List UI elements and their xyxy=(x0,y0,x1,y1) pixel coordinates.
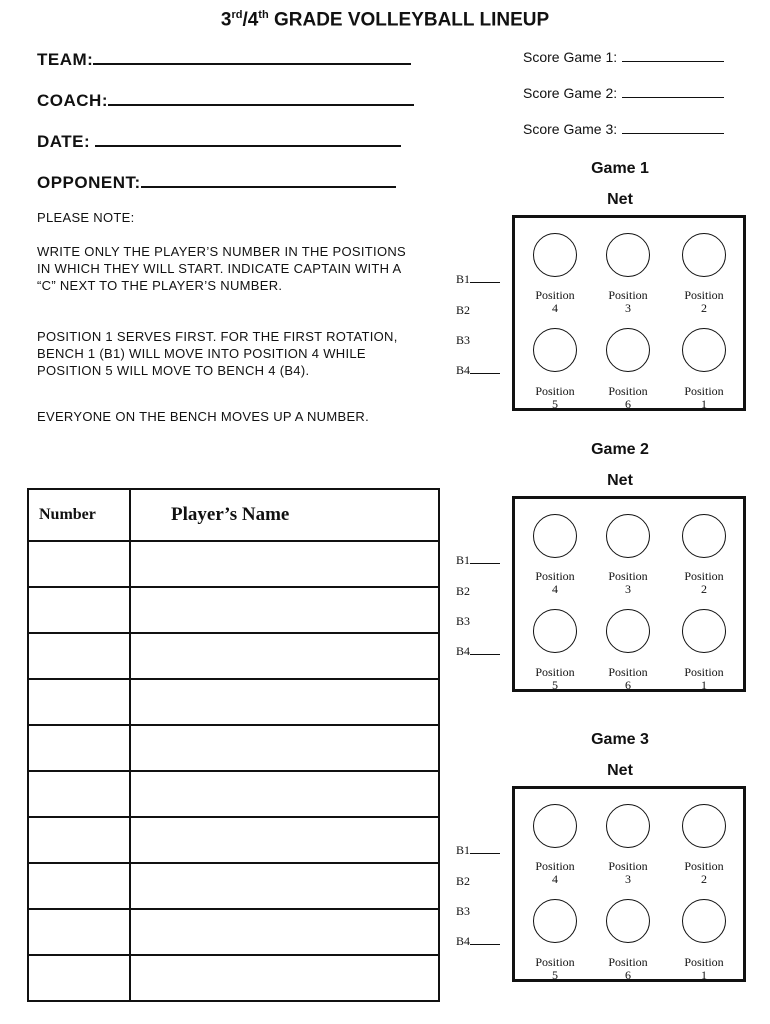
roster-row xyxy=(28,679,439,725)
player-name-cell[interactable] xyxy=(130,863,439,909)
position-word: Position xyxy=(608,384,648,398)
game-2-net-label: Net xyxy=(607,472,633,489)
score-game-2[interactable]: Score Game 2: xyxy=(523,85,724,101)
position-label xyxy=(525,385,585,411)
bench-slot-b4[interactable] xyxy=(456,934,500,949)
position-circle[interactable] xyxy=(682,514,726,558)
bench-write-line[interactable] xyxy=(470,944,500,945)
position-circle[interactable] xyxy=(682,804,726,848)
position-number: 4 xyxy=(552,301,558,315)
player-name-cell[interactable] xyxy=(130,909,439,955)
roster-table xyxy=(27,488,440,1002)
player-name-cell[interactable] xyxy=(130,633,439,679)
position-number: 3 xyxy=(625,872,631,886)
player-name-cell[interactable] xyxy=(130,817,439,863)
position-label xyxy=(598,570,658,596)
bench-label: B4 xyxy=(456,934,471,948)
position-number: 6 xyxy=(625,397,631,411)
bench-label: B3 xyxy=(456,614,471,628)
bench-label: B2 xyxy=(456,584,471,598)
player-name-cell[interactable] xyxy=(130,541,439,587)
position-label xyxy=(598,956,658,982)
game-1-title: Game 1 xyxy=(591,160,649,177)
position-label xyxy=(598,289,658,315)
team-field[interactable]: TEAM: xyxy=(37,49,411,70)
bench-slot-b1[interactable] xyxy=(456,272,500,287)
position-circle[interactable] xyxy=(606,514,650,558)
player-number-cell[interactable] xyxy=(28,817,130,863)
position-number: 5 xyxy=(552,678,558,692)
roster-row xyxy=(28,725,439,771)
bench-write-line[interactable] xyxy=(470,563,500,564)
position-circle[interactable] xyxy=(682,899,726,943)
player-name-cell[interactable] xyxy=(130,955,439,1001)
position-word: Position xyxy=(608,665,648,679)
position-word: Position xyxy=(608,288,648,302)
bench-label: B4 xyxy=(456,644,471,658)
position-label xyxy=(598,385,658,411)
bench-slot-b2 xyxy=(456,874,470,889)
bench-label: B3 xyxy=(456,904,471,918)
player-number-cell[interactable] xyxy=(28,771,130,817)
bench-write-line[interactable] xyxy=(470,282,500,283)
position-word: Position xyxy=(535,859,575,873)
position-circle[interactable] xyxy=(606,899,650,943)
roster-row xyxy=(28,863,439,909)
player-number-cell[interactable] xyxy=(28,633,130,679)
bench-slot-b4[interactable] xyxy=(456,363,500,378)
position-number: 2 xyxy=(701,301,707,315)
player-number-cell[interactable] xyxy=(28,909,130,955)
date-field[interactable]: DATE: xyxy=(37,131,401,152)
position-label xyxy=(525,956,585,982)
player-number-cell[interactable] xyxy=(28,955,130,1001)
position-word: Position xyxy=(535,665,575,679)
player-name-cell[interactable] xyxy=(130,725,439,771)
position-word: Position xyxy=(608,569,648,583)
position-number: 4 xyxy=(552,582,558,596)
bench-slot-b3 xyxy=(456,904,470,919)
bench-label: B4 xyxy=(456,363,471,377)
position-word: Position xyxy=(684,859,724,873)
player-name-cell[interactable] xyxy=(130,679,439,725)
game-2-title: Game 2 xyxy=(591,441,649,458)
note-paragraph-1: WRITE ONLY THE PLAYER’S NUMBER IN THE POSITIONS IN WHICH THEY WILL START. INDICATE CAPTAIN WITH A “C” NEXT TO THE PLAYER’S NUMBER. xyxy=(37,244,407,293)
game-3-title: Game 3 xyxy=(591,731,649,748)
player-name-cell[interactable] xyxy=(130,587,439,633)
position-label xyxy=(674,570,734,596)
position-number: 2 xyxy=(701,872,707,886)
position-label xyxy=(598,860,658,886)
page-title: 3rd/4th GRADE VOLLEYBALL LINEUP xyxy=(220,9,550,31)
player-name-cell[interactable] xyxy=(130,771,439,817)
bench-slot-b1[interactable] xyxy=(456,843,500,858)
opponent-field[interactable]: OPPONENT: xyxy=(37,172,396,193)
game-3-net-label: Net xyxy=(607,762,633,779)
game-2-court xyxy=(512,496,746,692)
position-label xyxy=(525,666,585,692)
position-number: 6 xyxy=(625,678,631,692)
bench-write-line[interactable] xyxy=(470,654,500,655)
position-label xyxy=(674,289,734,315)
position-word: Position xyxy=(535,384,575,398)
coach-field[interactable]: COACH: xyxy=(37,90,414,111)
position-number: 3 xyxy=(625,301,631,315)
position-circle[interactable] xyxy=(606,609,650,653)
bench-label: B3 xyxy=(456,333,471,347)
position-label xyxy=(525,860,585,886)
position-circle[interactable] xyxy=(533,328,577,372)
position-word: Position xyxy=(535,955,575,969)
position-number: 2 xyxy=(701,582,707,596)
position-label xyxy=(674,666,734,692)
position-number: 3 xyxy=(625,582,631,596)
position-circle[interactable] xyxy=(533,804,577,848)
position-circle[interactable] xyxy=(682,609,726,653)
roster-row xyxy=(28,955,439,1001)
position-word: Position xyxy=(608,955,648,969)
position-number: 1 xyxy=(701,678,707,692)
position-label xyxy=(525,570,585,596)
score-game-3[interactable]: Score Game 3: xyxy=(523,121,724,137)
bench-slot-b1[interactable] xyxy=(456,553,500,568)
note-heading: PLEASE NOTE: xyxy=(37,210,135,225)
bench-label: B2 xyxy=(456,303,471,317)
player-number-cell[interactable] xyxy=(28,863,130,909)
game-3-court xyxy=(512,786,746,982)
position-label xyxy=(525,289,585,315)
position-circle[interactable] xyxy=(606,233,650,277)
bench-write-line[interactable] xyxy=(470,853,500,854)
note-paragraph-2: POSITION 1 SERVES FIRST. FOR THE FIRST ROTATION, BENCH 1 (B1) WILL MOVE INTO POSITION 4 WHILE POSITION 5 WILL MOVE TO BENCH 4 (B4). xyxy=(37,329,398,378)
position-circle[interactable] xyxy=(682,233,726,277)
bench-label: B1 xyxy=(456,553,471,567)
position-word: Position xyxy=(684,955,724,969)
bench-slot-b2 xyxy=(456,303,470,318)
bench-slot-b2 xyxy=(456,584,470,599)
player-number-cell[interactable] xyxy=(28,587,130,633)
roster-row xyxy=(28,633,439,679)
position-circle[interactable] xyxy=(606,328,650,372)
position-number: 1 xyxy=(701,968,707,982)
position-number: 1 xyxy=(701,397,707,411)
bench-label: B1 xyxy=(456,843,471,857)
roster-row xyxy=(28,587,439,633)
position-number: 4 xyxy=(552,872,558,886)
bench-slot-b3 xyxy=(456,333,470,348)
player-number-cell[interactable] xyxy=(28,679,130,725)
note-paragraph-3: EVERYONE ON THE BENCH MOVES UP A NUMBER. xyxy=(37,409,370,424)
position-circle[interactable] xyxy=(606,804,650,848)
position-number: 6 xyxy=(625,968,631,982)
game-1-court xyxy=(512,215,746,411)
player-number-cell[interactable] xyxy=(28,725,130,771)
bench-label: B1 xyxy=(456,272,471,286)
position-word: Position xyxy=(535,288,575,302)
position-word: Position xyxy=(535,569,575,583)
game-1-net-label: Net xyxy=(607,191,633,208)
roster-row xyxy=(28,771,439,817)
position-word: Position xyxy=(684,288,724,302)
position-word: Position xyxy=(684,665,724,679)
position-label xyxy=(674,956,734,982)
position-circle[interactable] xyxy=(533,609,577,653)
bench-slot-b3 xyxy=(456,614,470,629)
roster-header-name: Player’s Name xyxy=(130,489,439,541)
position-word: Position xyxy=(608,859,648,873)
roster-row xyxy=(28,541,439,587)
position-number: 5 xyxy=(552,397,558,411)
position-word: Position xyxy=(684,384,724,398)
score-game-1[interactable]: Score Game 1: xyxy=(523,49,724,65)
roster-row xyxy=(28,817,439,863)
position-label xyxy=(598,666,658,692)
player-number-cell[interactable] xyxy=(28,541,130,587)
position-number: 5 xyxy=(552,968,558,982)
bench-label: B2 xyxy=(456,874,471,888)
position-label xyxy=(674,860,734,886)
position-circle[interactable] xyxy=(533,514,577,558)
bench-write-line[interactable] xyxy=(470,373,500,374)
position-circle[interactable] xyxy=(682,328,726,372)
bench-slot-b4[interactable] xyxy=(456,644,500,659)
roster-row xyxy=(28,909,439,955)
position-circle[interactable] xyxy=(533,899,577,943)
position-label xyxy=(674,385,734,411)
roster-header-number: Number xyxy=(28,489,130,541)
position-word: Position xyxy=(684,569,724,583)
position-circle[interactable] xyxy=(533,233,577,277)
